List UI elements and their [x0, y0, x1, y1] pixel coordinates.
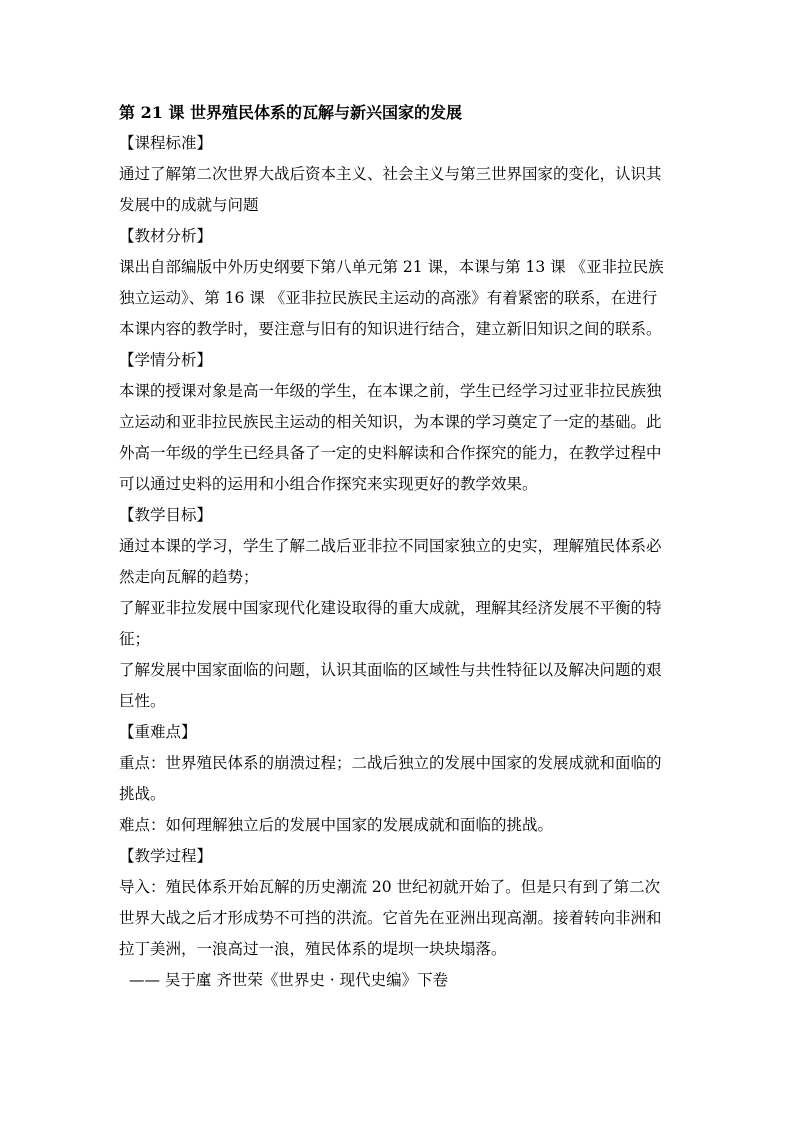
- paragraph-line: 本课的授课对象是高一年级的学生，在本课之前，学生已经学习过亚非拉民族独: [119, 382, 662, 400]
- lesson-title: 第 21 课 世界殖民体系的瓦解与新兴国家的发展: [119, 103, 462, 122]
- section-paragraph: [119, 376, 679, 500]
- paragraph-line: 本课内容的教学时，要注意与旧有的知识进行结合，建立新旧知识之间的联系。: [119, 320, 662, 338]
- section-paragraph: [119, 748, 679, 841]
- paragraph-line: 征；: [119, 630, 151, 648]
- section-heading: 【教学过程】: [119, 847, 213, 865]
- paragraph-line: 通过了解第二次世界大战后资本主义、社会主义与第三世界国家的变化，认识其: [119, 165, 662, 183]
- section-heading: 【重难点】: [119, 723, 197, 741]
- section-heading: 【教材分析】: [119, 227, 213, 245]
- paragraph-line: 世界大战之后才形成势不可挡的洪流。它首先在亚洲出现高潮。接着转向非洲和: [119, 909, 662, 927]
- paragraph-line: 导入：殖民体系开始瓦解的历史潮流 20 世纪初就开始了。但是只有到了第二次: [119, 878, 661, 896]
- section-heading: 【教学目标】: [119, 506, 213, 524]
- paragraph-line: 独立运动》、第 16 课 《亚非拉民族民主运动的高涨》有着紧密的联系，在进行: [119, 289, 658, 307]
- section-key-difficult-points: [119, 717, 679, 841]
- paragraph-line: 然走向瓦解的趋势；: [119, 568, 259, 586]
- paragraph-line: 课出自部编版中外历史纲要下第八单元第 21 课，本课与第 13 课 《亚非拉民族: [119, 258, 664, 276]
- section-student-analysis: [119, 345, 679, 500]
- paragraph-line: 通过本课的学习，学生了解二战后亚非拉不同国家独立的史实，理解殖民体系必: [119, 537, 662, 555]
- section-teaching-goals: [119, 500, 679, 717]
- section-textbook-analysis: [119, 221, 679, 345]
- section-teaching-process: [119, 841, 679, 996]
- paragraph-line: 了解发展中国家面临的问题，认识其面临的区域性与共性特征以及解决问题的艰: [119, 661, 662, 679]
- section-heading: 【学情分析】: [119, 351, 213, 369]
- paragraph-line: 外高一年级的学生已经具备了一定的史料解读和合作探究的能力，在教学过程中: [119, 444, 662, 462]
- section-heading: 【课程标准】: [119, 134, 213, 152]
- paragraph-line: 可以通过史料的运用和小组合作探究来实现更好的教学效果。: [119, 475, 538, 493]
- paragraph-line: 拉丁美洲，一浪高过一浪，殖民体系的堤坝一块块塌落。: [119, 940, 507, 958]
- section-paragraph: [119, 531, 679, 717]
- quote-source: —— 吴于廑 齐世荣《世界史 · 现代史编》下卷: [129, 971, 449, 989]
- section-paragraph: [119, 872, 679, 965]
- paragraph-line: 发展中的成就与问题: [119, 196, 259, 214]
- section-course-standard: [119, 128, 679, 221]
- paragraph-line: 挑战。: [119, 785, 166, 803]
- paragraph-line: 巨性。: [119, 692, 166, 710]
- section-paragraph: [119, 159, 679, 221]
- paragraph-line: 重点：世界殖民体系的崩溃过程；二战后独立的发展中国家的发展成就和面临的: [119, 754, 662, 772]
- paragraph-line: 了解亚非拉发展中国家现代化建设取得的重大成就，理解其经济发展不平衡的特: [119, 599, 662, 617]
- document-page: [119, 97, 679, 996]
- section-paragraph: [119, 252, 679, 345]
- paragraph-line: 立运动和亚非拉民族民主运动的相关知识，为本课的学习奠定了一定的基础。此: [119, 413, 662, 431]
- paragraph-line: 难点：如何理解独立后的发展中国家的发展成就和面临的挑战。: [119, 816, 554, 834]
